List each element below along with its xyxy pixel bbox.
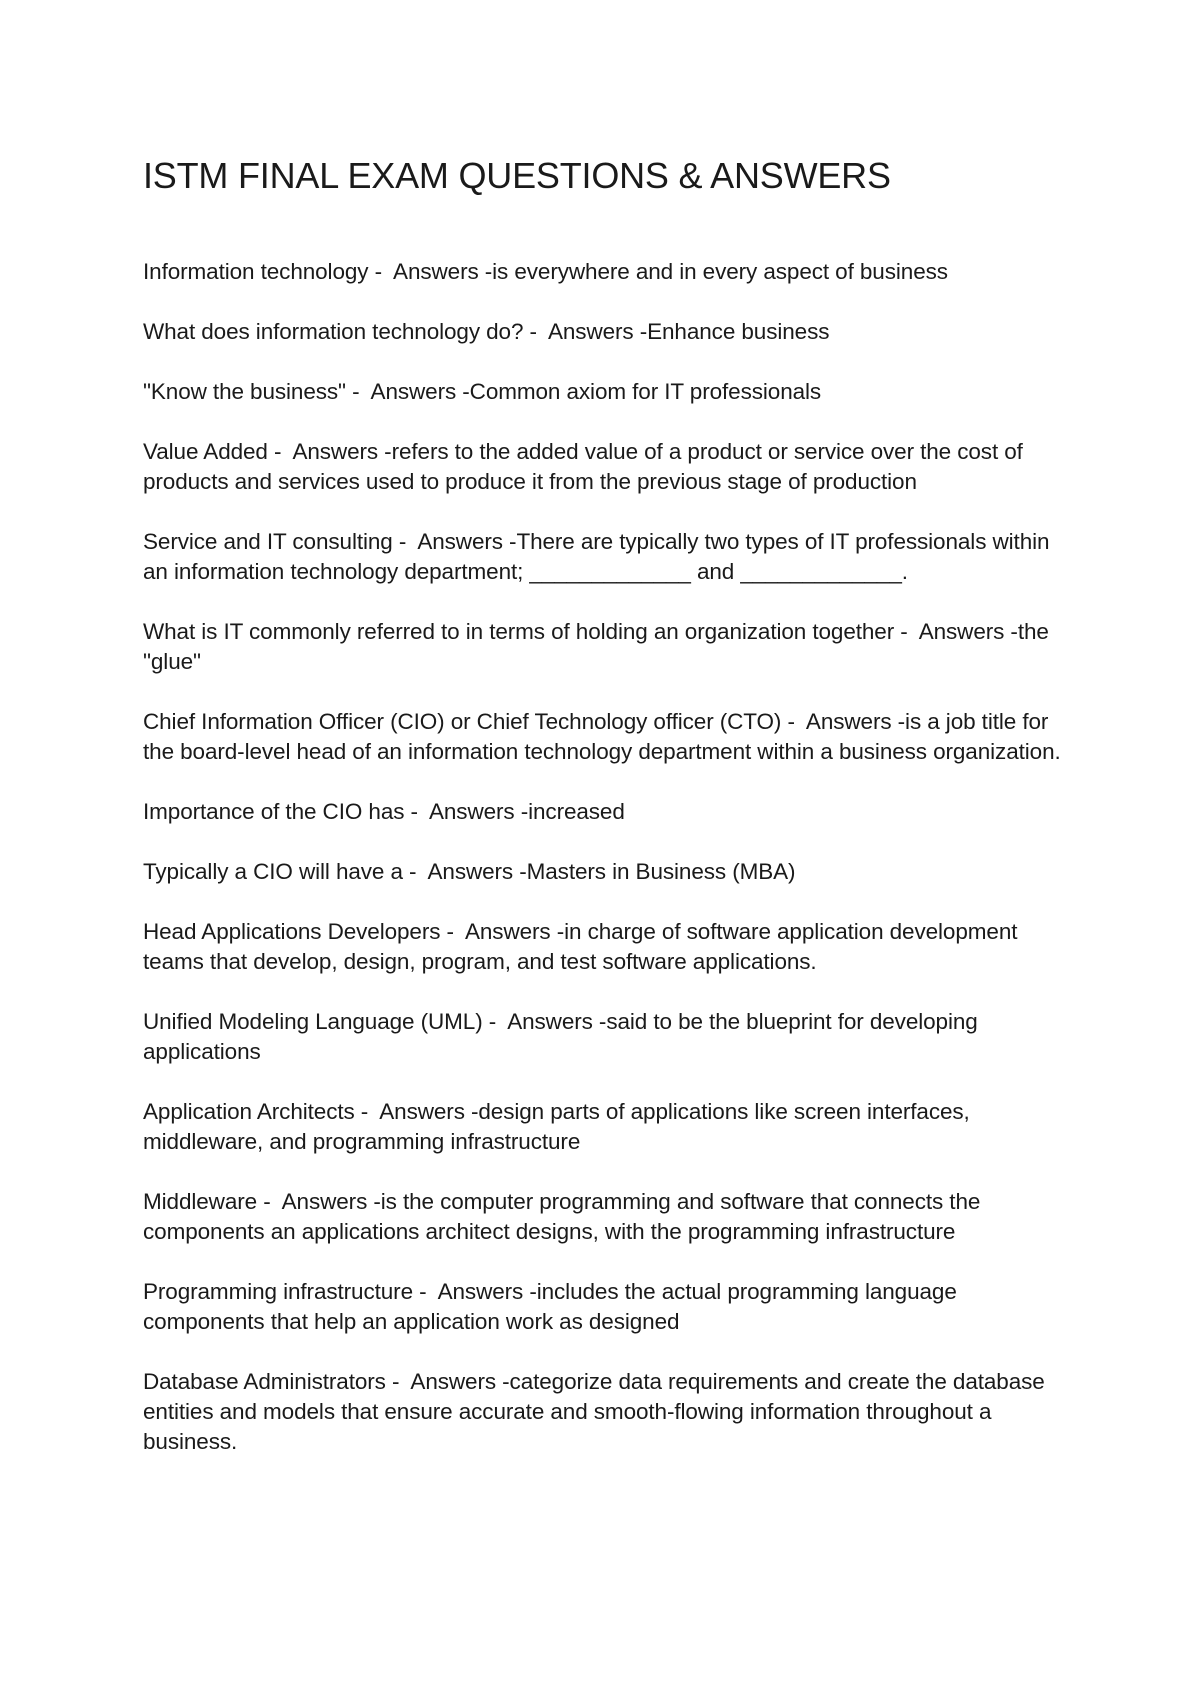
qa-item (143, 917, 1063, 977)
qa-item (143, 1007, 1063, 1067)
qa-text: Importance of the CIO has - Answers -increased (143, 799, 625, 824)
qa-text: What does information technology do? - Answers -Enhance business (143, 319, 830, 344)
qa-item (143, 1367, 1063, 1457)
qa-item (143, 857, 1063, 887)
qa-list (143, 257, 1063, 1487)
qa-item (143, 377, 1063, 407)
qa-item (143, 707, 1063, 767)
qa-item (143, 317, 1063, 347)
qa-text: Unified Modeling Language (UML) - Answers -said to be the blueprint for developing applications (143, 1009, 984, 1064)
qa-text: Head Applications Developers - Answers -in charge of software application development teams that develop, design, program, and test software applications. (143, 919, 1024, 974)
qa-item (143, 257, 1063, 287)
qa-text: What is IT commonly referred to in terms of holding an organization together - Answers -the "glue" (143, 619, 1055, 674)
qa-item (143, 1187, 1063, 1247)
document-title: ISTM FINAL EXAM QUESTIONS & ANSWERS (143, 155, 891, 196)
qa-item (143, 1097, 1063, 1157)
qa-text: Chief Information Officer (CIO) or Chief Technology officer (CTO) - Answers -is a job title for the board-level head of an information technology department within a business organization. (143, 709, 1061, 764)
qa-item (143, 797, 1063, 827)
qa-item (143, 527, 1063, 587)
qa-item (143, 617, 1063, 677)
qa-text: Value Added - Answers -refers to the added value of a product or service over the cost of products and services used to produce it from the previous stage of production (143, 439, 1029, 494)
qa-text: Application Architects - Answers -design parts of applications like screen interfaces, middleware, and programming infrastructure (143, 1099, 976, 1154)
qa-item (143, 437, 1063, 497)
qa-text: "Know the business" - Answers -Common axiom for IT professionals (143, 379, 822, 404)
qa-text: Middleware - Answers -is the computer programming and software that connects the components an applications architect designs, with the programming infrastructure (143, 1189, 987, 1244)
qa-text: Database Administrators - Answers -categorize data requirements and create the database entities and models that ensure accurate and smooth-flowing information throughout a business. (143, 1369, 1051, 1454)
qa-text: Programming infrastructure - Answers -includes the actual programming language components that help an application work as designed (143, 1279, 963, 1334)
qa-text: Service and IT consulting - Answers -There are typically two types of IT professionals within an information technology department; _____________ and _____________. (143, 529, 1056, 584)
qa-text: Typically a CIO will have a - Answers -Masters in Business (MBA) (143, 859, 796, 884)
qa-text: Information technology - Answers -is everywhere and in every aspect of business (143, 259, 948, 284)
qa-item (143, 1277, 1063, 1337)
